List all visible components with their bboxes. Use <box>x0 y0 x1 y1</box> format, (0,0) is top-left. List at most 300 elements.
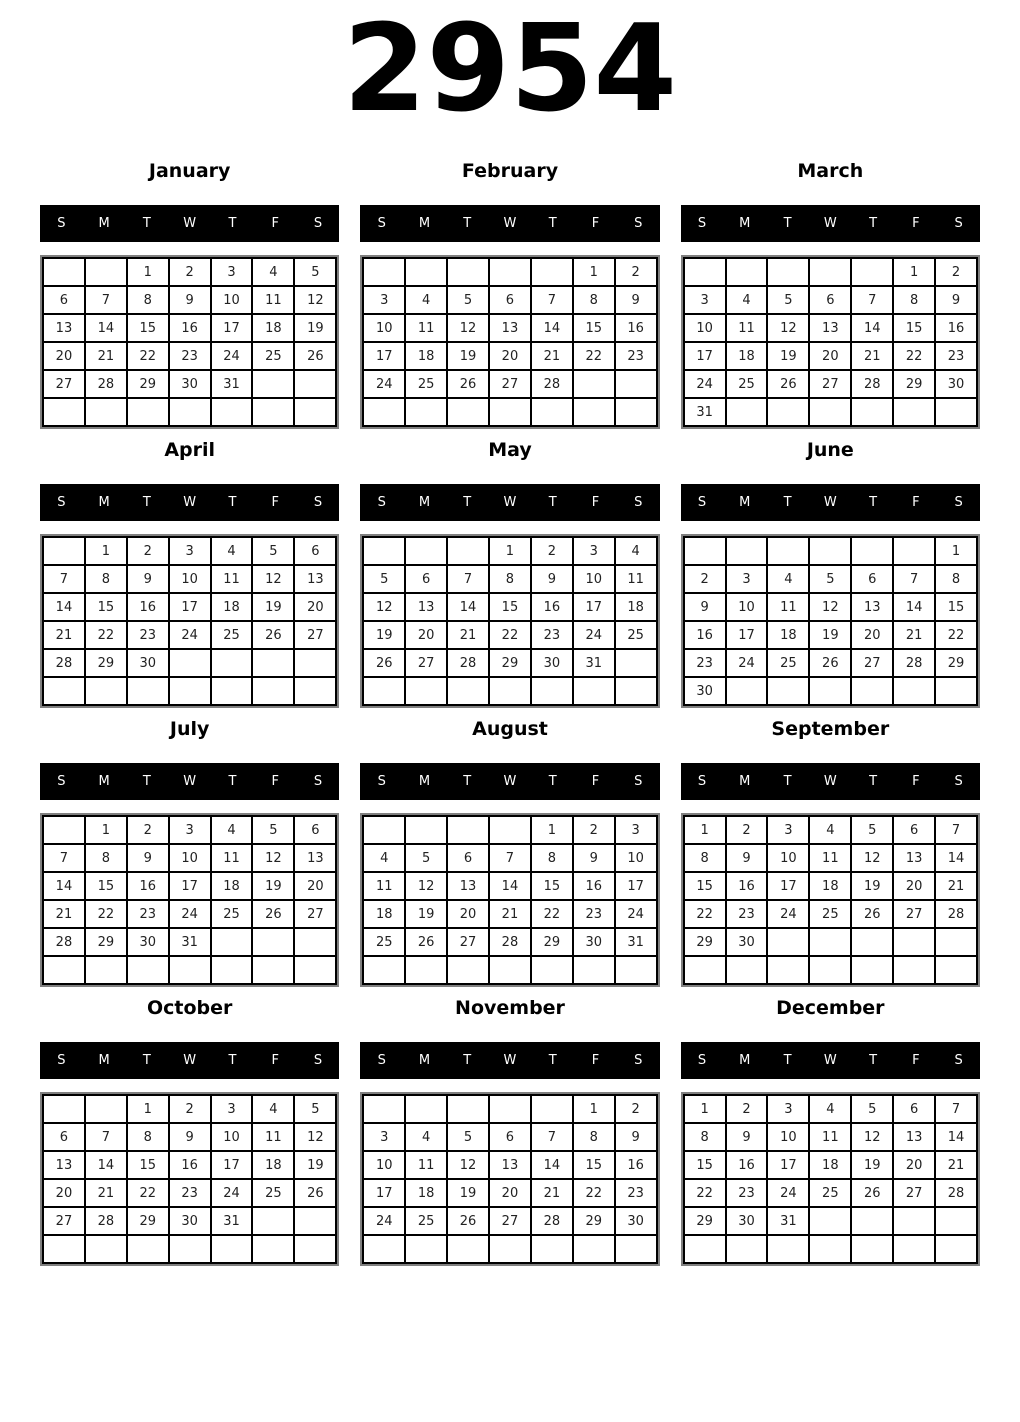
empty-date-cell <box>767 1235 809 1263</box>
date-cell: 29 <box>85 928 127 956</box>
empty-date-cell <box>363 398 405 426</box>
date-cell: 18 <box>363 900 405 928</box>
week-row <box>684 1095 977 1123</box>
week-row <box>363 1207 656 1235</box>
empty-date-cell <box>489 956 531 984</box>
week-row <box>363 677 656 705</box>
date-cell: 20 <box>809 342 851 370</box>
date-cell: 27 <box>893 900 935 928</box>
date-cell: 26 <box>363 649 405 677</box>
day-header-cell: T <box>228 495 237 510</box>
empty-date-cell <box>531 258 573 286</box>
date-cell: 3 <box>169 816 211 844</box>
date-cell: 30 <box>531 649 573 677</box>
date-cell: 4 <box>405 286 447 314</box>
empty-date-cell <box>573 398 615 426</box>
week-row <box>363 900 656 928</box>
date-cell: 24 <box>363 1207 405 1235</box>
date-cell: 17 <box>684 342 726 370</box>
date-cell: 9 <box>169 286 211 314</box>
empty-date-cell <box>85 1235 127 1263</box>
month-title: January <box>148 160 231 182</box>
empty-date-cell <box>43 1095 85 1123</box>
empty-date-cell <box>294 398 336 426</box>
day-header-cell: S <box>313 1053 323 1068</box>
day-header-cell: S <box>313 216 323 231</box>
week-row <box>363 1123 656 1151</box>
date-cell: 11 <box>405 314 447 342</box>
date-cell: 31 <box>211 1207 253 1235</box>
empty-date-cell <box>252 956 294 984</box>
week-row <box>43 1095 336 1123</box>
day-of-week-header <box>40 484 339 521</box>
day-header-cell: T <box>142 216 151 231</box>
date-cell: 5 <box>294 258 336 286</box>
date-cell: 14 <box>85 314 127 342</box>
date-cell: 17 <box>767 1151 809 1179</box>
month-title: December <box>776 997 885 1019</box>
empty-date-cell <box>851 956 893 984</box>
empty-date-cell <box>405 1235 447 1263</box>
week-row <box>363 844 656 872</box>
week-row <box>43 398 336 426</box>
date-cell: 29 <box>935 649 977 677</box>
empty-date-cell <box>252 370 294 398</box>
date-cell: 14 <box>893 593 935 621</box>
date-cell: 20 <box>294 872 336 900</box>
day-header-cell: T <box>228 216 237 231</box>
date-cell: 8 <box>127 1123 169 1151</box>
date-cell: 22 <box>573 1179 615 1207</box>
date-cell: 29 <box>489 649 531 677</box>
day-header-cell: T <box>783 1053 792 1068</box>
day-header-cell: S <box>57 216 66 231</box>
empty-date-cell <box>43 258 85 286</box>
date-cell: 24 <box>767 900 809 928</box>
date-cell: 16 <box>615 1151 657 1179</box>
date-cell: 24 <box>573 621 615 649</box>
week-row <box>43 928 336 956</box>
empty-date-cell <box>363 537 405 565</box>
empty-date-cell <box>211 956 253 984</box>
date-cell: 27 <box>489 370 531 398</box>
empty-date-cell <box>573 677 615 705</box>
date-cell: 25 <box>726 370 768 398</box>
date-cell: 25 <box>211 900 253 928</box>
date-cell: 9 <box>935 286 977 314</box>
day-header-cell: F <box>912 1053 920 1068</box>
date-cell: 8 <box>573 286 615 314</box>
date-cell: 7 <box>893 565 935 593</box>
month-date-grid <box>40 255 339 429</box>
empty-date-cell <box>294 928 336 956</box>
empty-date-cell <box>363 956 405 984</box>
empty-date-cell <box>851 1235 893 1263</box>
empty-date-cell <box>43 537 85 565</box>
date-cell: 7 <box>43 565 85 593</box>
empty-date-cell <box>684 537 726 565</box>
date-cell: 2 <box>127 816 169 844</box>
day-header-cell: W <box>183 216 197 231</box>
date-cell: 23 <box>573 900 615 928</box>
day-header-cell: M <box>418 1053 431 1068</box>
date-cell: 10 <box>211 286 253 314</box>
date-cell: 8 <box>684 1123 726 1151</box>
day-header-cell: W <box>183 1053 197 1068</box>
date-cell: 26 <box>294 342 336 370</box>
date-cell: 24 <box>169 900 211 928</box>
date-cell: 28 <box>893 649 935 677</box>
date-cell: 28 <box>85 370 127 398</box>
day-header-cell: M <box>98 495 110 510</box>
day-header-cell: M <box>98 1053 110 1068</box>
date-cell: 18 <box>726 342 768 370</box>
date-cell: 14 <box>43 872 85 900</box>
week-row <box>684 258 977 286</box>
date-cell: 24 <box>726 649 768 677</box>
empty-date-cell <box>169 956 211 984</box>
month-title: April <box>164 439 216 461</box>
empty-date-cell <box>851 398 893 426</box>
day-header-cell: S <box>313 495 323 510</box>
empty-date-cell <box>489 258 531 286</box>
week-row <box>363 565 656 593</box>
date-cell: 23 <box>615 1179 657 1207</box>
day-header-cell: T <box>142 774 151 789</box>
date-cell: 22 <box>127 342 169 370</box>
date-cell: 4 <box>252 1095 294 1123</box>
date-cell: 7 <box>531 1123 573 1151</box>
date-cell: 29 <box>684 928 726 956</box>
day-header-cell: S <box>634 216 643 231</box>
week-row <box>684 593 977 621</box>
day-of-week-header <box>681 1042 980 1079</box>
week-row <box>43 342 336 370</box>
week-row <box>43 593 336 621</box>
date-cell: 22 <box>684 900 726 928</box>
date-cell: 5 <box>252 537 294 565</box>
date-cell: 21 <box>935 872 977 900</box>
month-date-grid <box>360 534 659 708</box>
date-cell: 7 <box>43 844 85 872</box>
empty-date-cell <box>935 1235 977 1263</box>
date-cell: 6 <box>447 844 489 872</box>
date-cell: 16 <box>169 1151 211 1179</box>
date-cell: 16 <box>573 872 615 900</box>
date-cell: 31 <box>169 928 211 956</box>
date-cell: 1 <box>531 816 573 844</box>
week-row <box>363 342 656 370</box>
empty-date-cell <box>169 649 211 677</box>
date-cell: 23 <box>684 649 726 677</box>
date-cell: 18 <box>252 1151 294 1179</box>
empty-date-cell <box>726 537 768 565</box>
date-cell: 17 <box>767 872 809 900</box>
date-cell: 19 <box>447 1179 489 1207</box>
week-row <box>684 314 977 342</box>
day-header-cell: T <box>463 495 472 510</box>
date-cell: 23 <box>169 342 211 370</box>
empty-date-cell <box>851 677 893 705</box>
day-of-week-header <box>360 484 659 521</box>
empty-date-cell <box>615 677 657 705</box>
date-cell: 29 <box>573 1207 615 1235</box>
empty-date-cell <box>531 1095 573 1123</box>
date-cell: 4 <box>726 286 768 314</box>
date-cell: 12 <box>809 593 851 621</box>
date-cell: 26 <box>851 1179 893 1207</box>
empty-date-cell <box>294 677 336 705</box>
day-header-cell: M <box>418 774 431 789</box>
empty-date-cell <box>447 258 489 286</box>
day-header-cell: W <box>823 774 837 789</box>
date-cell: 3 <box>211 1095 253 1123</box>
date-cell: 9 <box>684 593 726 621</box>
date-cell: 11 <box>363 872 405 900</box>
date-cell: 13 <box>489 314 531 342</box>
week-row <box>363 816 656 844</box>
month-october <box>40 999 339 1266</box>
empty-date-cell <box>252 649 294 677</box>
empty-date-cell <box>252 1207 294 1235</box>
date-cell: 12 <box>252 844 294 872</box>
date-cell: 29 <box>684 1207 726 1235</box>
day-header-cell: S <box>57 774 66 789</box>
date-cell: 10 <box>363 314 405 342</box>
date-cell: 4 <box>405 1123 447 1151</box>
date-cell: 25 <box>405 370 447 398</box>
months-grid <box>0 162 1020 1266</box>
empty-date-cell <box>726 258 768 286</box>
date-cell: 15 <box>127 314 169 342</box>
date-cell: 1 <box>85 816 127 844</box>
month-june <box>681 441 980 708</box>
day-header-cell: F <box>271 216 279 231</box>
day-header-cell: T <box>869 1053 878 1068</box>
empty-date-cell <box>767 398 809 426</box>
empty-date-cell <box>252 928 294 956</box>
empty-date-cell <box>405 956 447 984</box>
date-cell: 9 <box>615 1123 657 1151</box>
month-title: August <box>472 718 548 740</box>
day-header-cell: S <box>313 774 323 789</box>
date-cell: 19 <box>851 1151 893 1179</box>
day-header-cell: F <box>912 495 920 510</box>
date-cell: 4 <box>767 565 809 593</box>
date-cell: 12 <box>767 314 809 342</box>
empty-date-cell <box>43 1235 85 1263</box>
date-cell: 29 <box>85 649 127 677</box>
date-cell: 15 <box>127 1151 169 1179</box>
empty-date-cell <box>935 1207 977 1235</box>
empty-date-cell <box>85 398 127 426</box>
week-row <box>363 370 656 398</box>
month-date-grid <box>360 255 659 429</box>
week-row <box>43 900 336 928</box>
day-header-cell: M <box>98 774 110 789</box>
week-row <box>43 844 336 872</box>
date-cell: 12 <box>851 844 893 872</box>
date-cell: 14 <box>935 1123 977 1151</box>
date-cell: 2 <box>615 258 657 286</box>
month-date-grid <box>360 1092 659 1266</box>
date-cell: 5 <box>447 286 489 314</box>
date-cell: 8 <box>935 565 977 593</box>
date-cell: 16 <box>127 593 169 621</box>
empty-date-cell <box>489 816 531 844</box>
date-cell: 26 <box>405 928 447 956</box>
date-cell: 29 <box>531 928 573 956</box>
empty-date-cell <box>211 677 253 705</box>
date-cell: 12 <box>252 565 294 593</box>
date-cell: 15 <box>684 1151 726 1179</box>
day-header-cell: T <box>463 774 472 789</box>
empty-date-cell <box>489 398 531 426</box>
date-cell: 27 <box>809 370 851 398</box>
empty-date-cell <box>405 398 447 426</box>
date-cell: 13 <box>405 593 447 621</box>
week-row <box>43 621 336 649</box>
date-cell: 3 <box>767 816 809 844</box>
date-cell: 30 <box>573 928 615 956</box>
month-january <box>40 162 339 429</box>
day-header-cell: F <box>271 774 279 789</box>
day-header-cell: T <box>869 216 878 231</box>
empty-date-cell <box>363 816 405 844</box>
date-cell: 1 <box>127 1095 169 1123</box>
date-cell: 6 <box>893 816 935 844</box>
date-cell: 22 <box>684 1179 726 1207</box>
empty-date-cell <box>809 956 851 984</box>
date-cell: 28 <box>531 370 573 398</box>
day-header-cell: S <box>954 216 963 231</box>
empty-date-cell <box>893 677 935 705</box>
date-cell: 28 <box>489 928 531 956</box>
week-row <box>363 1151 656 1179</box>
empty-date-cell <box>294 1207 336 1235</box>
empty-date-cell <box>531 1235 573 1263</box>
date-cell: 19 <box>767 342 809 370</box>
date-cell: 10 <box>573 565 615 593</box>
date-cell: 21 <box>43 900 85 928</box>
date-cell: 20 <box>405 621 447 649</box>
week-row <box>363 1095 656 1123</box>
date-cell: 26 <box>767 370 809 398</box>
week-row <box>684 286 977 314</box>
month-april <box>40 441 339 708</box>
date-cell: 28 <box>43 649 85 677</box>
date-cell: 24 <box>211 342 253 370</box>
day-header-cell: S <box>634 774 643 789</box>
month-may <box>360 441 659 708</box>
date-cell: 13 <box>43 1151 85 1179</box>
date-cell: 16 <box>169 314 211 342</box>
date-cell: 6 <box>405 565 447 593</box>
date-cell: 30 <box>169 370 211 398</box>
date-cell: 21 <box>531 342 573 370</box>
date-cell: 22 <box>893 342 935 370</box>
day-header-cell: T <box>783 495 792 510</box>
date-cell: 27 <box>405 649 447 677</box>
date-cell: 7 <box>851 286 893 314</box>
empty-date-cell <box>447 398 489 426</box>
day-header-cell: W <box>183 495 197 510</box>
empty-date-cell <box>489 1095 531 1123</box>
date-cell: 23 <box>935 342 977 370</box>
date-cell: 31 <box>573 649 615 677</box>
date-cell: 25 <box>767 649 809 677</box>
day-header-cell: S <box>697 216 707 231</box>
empty-date-cell <box>294 1235 336 1263</box>
empty-date-cell <box>363 1095 405 1123</box>
week-row <box>363 956 656 984</box>
date-cell: 9 <box>127 565 169 593</box>
date-cell: 14 <box>531 1151 573 1179</box>
date-cell: 23 <box>169 1179 211 1207</box>
empty-date-cell <box>684 258 726 286</box>
empty-date-cell <box>447 816 489 844</box>
day-header-cell: S <box>697 774 707 789</box>
date-cell: 5 <box>363 565 405 593</box>
date-cell: 31 <box>684 398 726 426</box>
month-date-grid <box>360 813 659 987</box>
date-cell: 23 <box>726 1179 768 1207</box>
date-cell: 4 <box>809 1095 851 1123</box>
date-cell: 17 <box>211 314 253 342</box>
day-header-cell: W <box>823 216 837 231</box>
week-row <box>363 593 656 621</box>
week-row <box>684 370 977 398</box>
empty-date-cell <box>447 537 489 565</box>
date-cell: 2 <box>684 565 726 593</box>
month-title: May <box>488 439 532 461</box>
date-cell: 13 <box>893 1123 935 1151</box>
date-cell: 5 <box>767 286 809 314</box>
week-row <box>43 1207 336 1235</box>
date-cell: 9 <box>726 1123 768 1151</box>
date-cell: 7 <box>935 1095 977 1123</box>
date-cell: 13 <box>489 1151 531 1179</box>
date-cell: 10 <box>767 1123 809 1151</box>
week-row <box>363 258 656 286</box>
empty-date-cell <box>169 1235 211 1263</box>
week-row <box>43 537 336 565</box>
date-cell: 22 <box>573 342 615 370</box>
month-date-grid <box>40 1092 339 1266</box>
date-cell: 13 <box>447 872 489 900</box>
date-cell: 12 <box>851 1123 893 1151</box>
date-cell: 1 <box>573 258 615 286</box>
date-cell: 22 <box>935 621 977 649</box>
month-date-grid <box>40 813 339 987</box>
date-cell: 28 <box>935 1179 977 1207</box>
empty-date-cell <box>809 1207 851 1235</box>
empty-date-cell <box>43 398 85 426</box>
date-cell: 16 <box>726 872 768 900</box>
day-header-cell: F <box>912 216 920 231</box>
date-cell: 28 <box>851 370 893 398</box>
empty-date-cell <box>767 258 809 286</box>
day-header-cell: W <box>823 1053 837 1068</box>
date-cell: 14 <box>489 872 531 900</box>
empty-date-cell <box>851 258 893 286</box>
empty-date-cell <box>85 258 127 286</box>
day-header-cell: T <box>783 774 792 789</box>
date-cell: 21 <box>447 621 489 649</box>
week-row <box>684 928 977 956</box>
date-cell: 24 <box>363 370 405 398</box>
date-cell: 7 <box>447 565 489 593</box>
